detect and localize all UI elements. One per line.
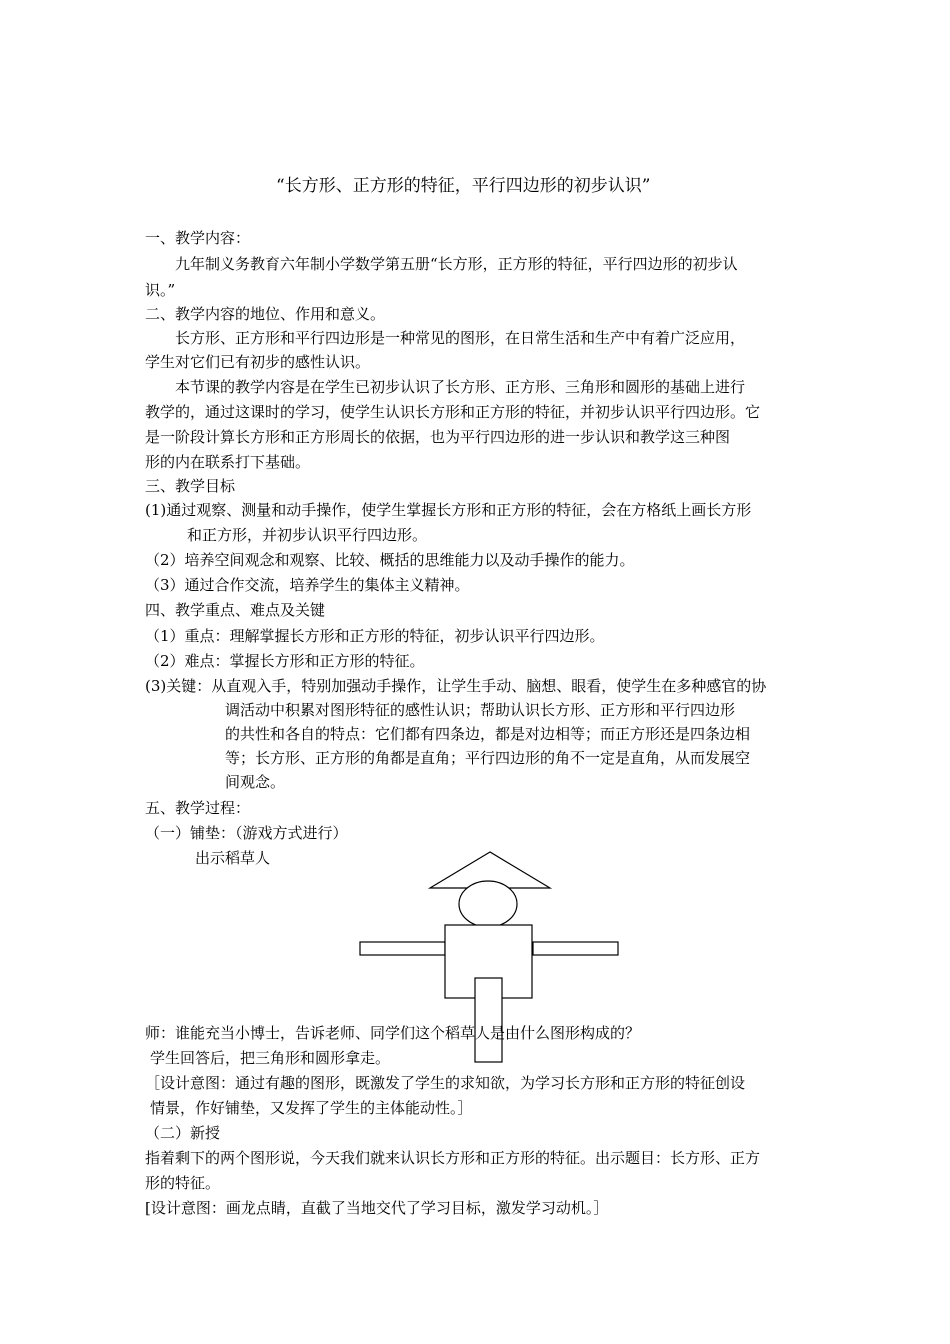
objective-line: 和正方形，并初步认识平行四边形。 xyxy=(187,526,428,544)
objective-line: （2）培养空间观念和观察、比较、概括的思维能力以及动手操作的能力。 xyxy=(145,551,635,569)
design-note: [设计意图：画龙点睛，直截了当地交代了学习目标，激发学习动机。］ xyxy=(145,1199,609,1217)
key-point-line: 的共性和各自的特点：它们都有四条边，都是对边相等；而正方形还是四条边相 xyxy=(225,725,751,743)
process-line: 师：谁能充当小博士，告诉老师、同学们这个稻草人是由什么图形构成的？ xyxy=(145,1024,641,1042)
paragraph-line: 教学的，通过这课时的学习，使学生认识长方形和正方形的特征，并初步认识平行四边形。它 xyxy=(145,403,761,421)
process-line: 出示稻草人 xyxy=(195,849,271,867)
objective-line: （3）通过合作交流，培养学生的集体主义精神。 xyxy=(145,576,470,594)
head-circle xyxy=(459,881,517,927)
key-point-line: 间观念。 xyxy=(225,773,286,791)
process-line: 指着剩下的两个图形说，今天我们就来认识长方形和正方形的特征。出示题目：长方形、正方 xyxy=(145,1149,761,1167)
section-4-heading: 四、教学重点、难点及关键 xyxy=(145,601,326,619)
process-line: （二）新授 xyxy=(145,1124,221,1142)
objective-line: (1)通过观察、测量和动手操作，使学生掌握长方形和正方形的特征，会在方格纸上画长方形 xyxy=(145,501,752,519)
key-point-line: 等；长方形、正方形的角都是直角；平行四边形的角不一定是直角，从而发展空 xyxy=(225,749,751,767)
paragraph-line: 是一阶段计算长方形和正方形周长的依据，也为平行四边形的进一步认识和教学这三种图 xyxy=(145,428,731,446)
paragraph-line: 识。” xyxy=(145,281,176,299)
paragraph-line: 学生对它们已有初步的感性认识。 xyxy=(145,353,371,371)
process-line: （一）铺垫：（游戏方式进行） xyxy=(145,824,348,842)
right-arm-rect xyxy=(533,942,618,955)
paragraph-line: 九年制义务教育六年制小学数学第五册“长方形，正方形的特征，平行四边形的初步认 xyxy=(175,255,738,273)
design-note: 情景，作好铺垫，又发挥了学生的主体能动性。］ xyxy=(150,1099,473,1117)
section-2-heading: 二、教学内容的地位、作用和意义。 xyxy=(145,305,386,323)
paragraph-line: 形的内在联系打下基础。 xyxy=(145,453,311,471)
page-title: “长方形、正方形的特征，平行四边形的初步认识” xyxy=(276,176,651,196)
left-arm-rect xyxy=(360,942,445,955)
paragraph-line: 长方形、正方形和平行四边形是一种常见的图形，在日常生活和生产中有着广泛应用， xyxy=(175,329,746,347)
leg-rect xyxy=(475,978,502,1062)
key-point-line: (3)关键：从直观入手，特别加强动手操作，让学生手动、脑想、眼看，使学生在多种感官的协 xyxy=(145,677,767,695)
section-5-heading: 五、教学过程： xyxy=(145,799,251,817)
key-point-line: （2）难点：掌握长方形和正方形的特征。 xyxy=(145,652,425,670)
design-note: ［设计意图：通过有趣的图形，既激发了学生的求知欲，为学习长方形和正方形的特征创设 xyxy=(145,1074,746,1092)
paragraph-line: 本节课的教学内容是在学生已初步认识了长方形、正方形、三角形和圆形的基础上进行 xyxy=(175,378,746,396)
process-line: 形的特征。 xyxy=(145,1174,221,1192)
section-1-heading: 一、教学内容： xyxy=(145,229,251,247)
process-line: 学生回答后，把三角形和圆形拿走。 xyxy=(150,1049,391,1067)
key-point-line: 调活动中积累对图形特征的感性认识；帮助认识长方形、正方形和平行四边形 xyxy=(225,701,736,719)
key-point-line: （1）重点：理解掌握长方形和正方形的特征，初步认识平行四边形。 xyxy=(145,627,605,645)
section-3-heading: 三、教学目标 xyxy=(145,477,236,495)
